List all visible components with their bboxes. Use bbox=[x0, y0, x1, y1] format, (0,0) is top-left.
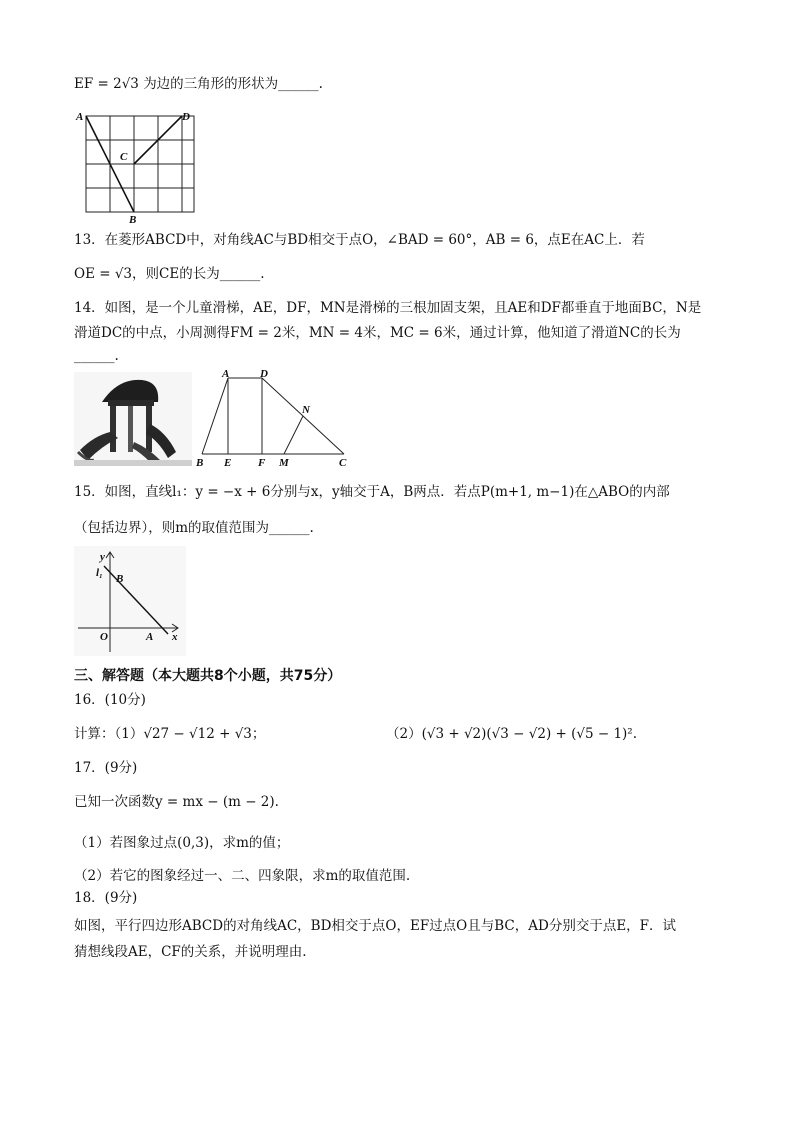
label-c: C bbox=[120, 151, 128, 163]
q17-part-1: （1）若图象过点(0,3)，求m的值； bbox=[74, 835, 290, 851]
label-e: E bbox=[224, 457, 232, 469]
q16-part-1: 计算：（1）√27 − √12 + √3； bbox=[74, 726, 266, 742]
label-b: B bbox=[116, 573, 124, 585]
label-d: D bbox=[260, 368, 268, 380]
label-m: M bbox=[279, 457, 289, 469]
q13-line-2: OE = √3，则CE的长为______. bbox=[74, 266, 265, 282]
slide-photo bbox=[74, 372, 192, 466]
section-3-title: 三、解答题（本大题共8个小题，共75分） bbox=[74, 668, 342, 684]
label-y: y bbox=[100, 551, 105, 563]
support-mn bbox=[284, 416, 303, 454]
label-n: N bbox=[302, 404, 310, 416]
q17-stem: 已知一次函数y = mx − (m − 2). bbox=[74, 794, 279, 810]
q16-header: 16．(10分) bbox=[74, 692, 146, 708]
label-f: F bbox=[258, 457, 266, 469]
label-a: A bbox=[146, 631, 154, 643]
q18-line-2: 猜想线段AE，CF的关系，并说明理由. bbox=[74, 944, 307, 960]
q15-graph-figure bbox=[74, 546, 186, 656]
q12-grid-figure bbox=[74, 108, 198, 224]
q17-part-2: （2）若它的图象经过一、二、四象限，求m的取值范围. bbox=[74, 868, 411, 884]
label-b: B bbox=[129, 214, 137, 224]
q15-line-1: 15．如图，直线l₁：y = −x + 6分别与x，y轴交于A，B两点．若点P(m+1, m−1)在△ABO的内部 bbox=[74, 484, 670, 500]
label-x: x bbox=[172, 631, 178, 643]
q14-line-3: ______. bbox=[74, 348, 119, 364]
label-o: O bbox=[100, 631, 108, 643]
q14-line-1: 14．如图，是一个儿童滑梯，AE，DF，MN是滑梯的三根加固支架，且AE和DF都垂直于地面BC，N是 bbox=[74, 300, 702, 316]
q18-line-1: 如图，平行四边形ABCD的对角线AC，BD相交于点O，EF过点O且与BC，AD分别交于点E，F．试 bbox=[74, 918, 677, 934]
q12-line-1: EF = 2√3 为边的三角形的形状为______. bbox=[74, 76, 323, 92]
label-b: B bbox=[196, 457, 204, 469]
q14-line-2: 滑道DC的中点，小周测得FM = 2米，MN = 4米，MC = 6米，通过计算，他知道了滑道NC的长为 bbox=[74, 325, 681, 341]
label-a: A bbox=[76, 111, 84, 123]
q18-header: 18．(9分) bbox=[74, 890, 138, 906]
label-c: C bbox=[339, 457, 347, 469]
label-a: A bbox=[222, 368, 230, 380]
label-l1: l₁ bbox=[96, 567, 103, 579]
q17-header: 17．(9分) bbox=[74, 760, 138, 776]
q13-line-1: 13．在菱形ABCD中，对角线AC与BD相交于点O，∠BAD = 60°，AB = 6，点E在AC上．若 bbox=[74, 232, 645, 248]
label-d: D bbox=[182, 111, 190, 123]
q16-part-2: （2）(√3 + √2)(√3 − √2) + (√5 − 1)². bbox=[386, 726, 638, 742]
q14-slide-figure bbox=[194, 368, 354, 472]
q15-line-2: （包括边界），则m的取值范围为______. bbox=[74, 520, 314, 536]
